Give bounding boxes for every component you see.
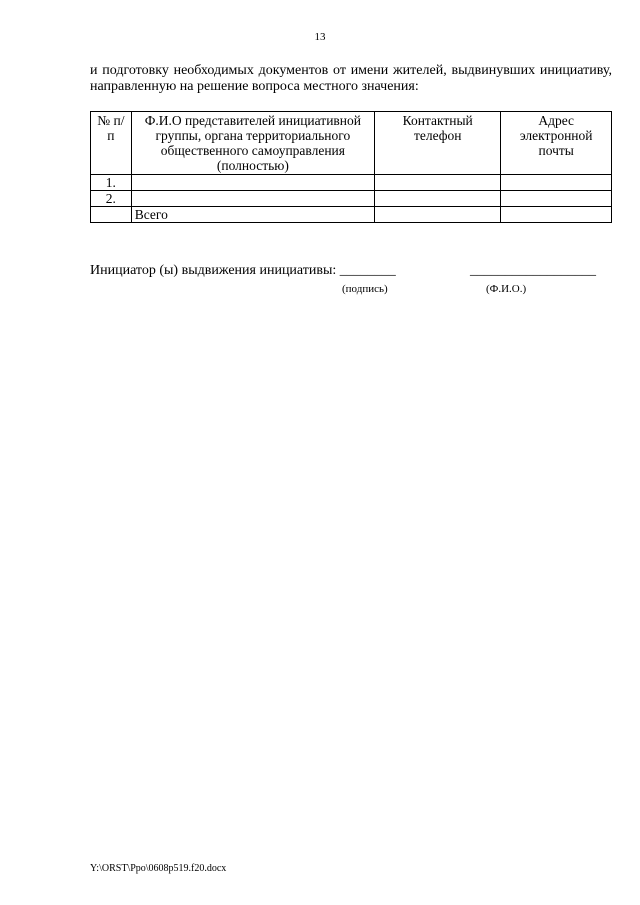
table-row	[91, 175, 612, 191]
intro-paragraph: и подготовку необходимых документов от имени жителей, выдвинувших инициативу, направленную на решение вопроса местного значения:	[90, 63, 612, 94]
row-name-cell	[131, 191, 374, 207]
initiator-signature-line: Инициатор (ы) выдвижения инициативы: ________	[90, 263, 396, 278]
header-phone: Контактный телефон	[375, 112, 501, 175]
table-header-row	[91, 112, 612, 175]
table-total-row	[91, 207, 612, 223]
initiator-fio-blank: __________________	[470, 263, 596, 278]
row-email-cell	[501, 207, 612, 223]
row-email-cell	[501, 191, 612, 207]
table-row	[91, 191, 612, 207]
row-phone-cell	[375, 191, 501, 207]
row-number: 1.	[91, 175, 132, 191]
signature-caption: (подпись)	[342, 283, 388, 295]
page-number: 13	[314, 31, 326, 43]
footer-file-path: Y:\ORST\Ppo\0608p519.f20.docx	[90, 863, 227, 874]
row-total-label: Всего	[131, 207, 374, 223]
header-number: № п/п	[91, 112, 132, 175]
row-email-cell	[501, 175, 612, 191]
fio-caption: (Ф.И.О.)	[486, 283, 527, 295]
header-full-name: Ф.И.О представителей инициативной группы, органа территориального общественного самоуправления (полностью)	[131, 112, 374, 175]
row-phone-cell	[375, 175, 501, 191]
initiative-group-table	[90, 111, 612, 223]
row-name-cell	[131, 175, 374, 191]
header-email: Адрес электронной почты	[501, 112, 612, 175]
row-number	[91, 207, 132, 223]
row-number: 2.	[91, 191, 132, 207]
row-phone-cell	[375, 207, 501, 223]
